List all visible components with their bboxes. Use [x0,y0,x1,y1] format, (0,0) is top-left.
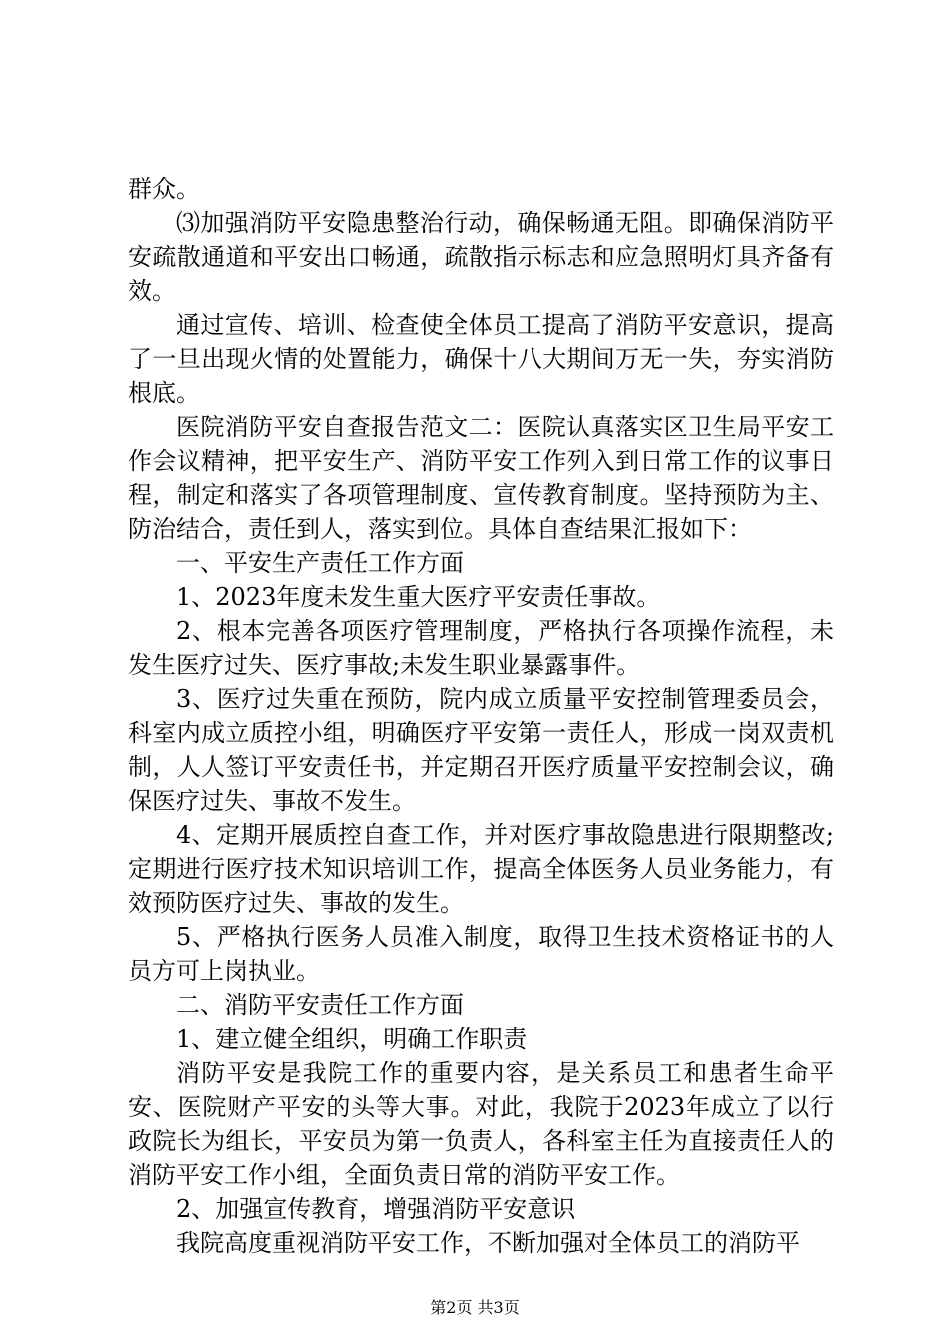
subsection-heading: 2、加强宣传教育，增强消防平安意识 [176,1195,576,1223]
paragraph: 群众。 [128,175,200,203]
paragraph: 我院高度重视消防平安工作，不断加强对全体员工的消防平 [176,1229,800,1257]
document-body [128,172,834,1260]
section-heading: 二、消防平安责任工作方面 [176,991,464,1019]
list-item: 5、严格执行医务人员准入制度，取得卫生技术资格证书的人员方可上岗执业。 [128,923,834,985]
paragraph: ⑶加强消防平安隐患整治行动，确保畅通无阻。即确保消防平安疏散通道和平安出口畅通，疏散指示标志和应急照明灯具齐备有效。 [128,209,834,305]
section-heading: 一、平安生产责任工作方面 [176,549,464,577]
subsection-heading: 1、建立健全组织，明确工作职责 [176,1025,528,1053]
page-footer: 第2页 共3页 [430,1298,520,1317]
list-item: 1、2023年度未发生重大医疗平安责任事故。 [176,583,661,611]
list-item: 3、医疗过失重在预防，院内成立质量平安控制管理委员会，科室内成立质控小组，明确医疗平安第一责任人，形成一岗双责机制，人人签订平安责任书，并定期召开医疗质量平安控制会议，确保医疗过失、事故不发生。 [128,685,834,815]
paragraph: 通过宣传、培训、检查使全体员工提高了消防平安意识，提高了一旦出现火情的处置能力，确保十八大期间万无一失，夯实消防根底。 [128,311,834,407]
paragraph: 医院消防平安自查报告范文二：医院认真落实区卫生局平安工作会议精神，把平安生产、消防平安工作列入到日常工作的议事日程，制定和落实了各项管理制度、宣传教育制度。坚持预防为主、防治结合，责任到人，落实到位。具体自查结果汇报如下： [128,413,834,543]
list-item: 2、根本完善各项医疗管理制度，严格执行各项操作流程，未发生医疗过失、医疗事故;未发生职业暴露事件。 [128,617,834,679]
list-item: 4、定期开展质控自查工作，并对医疗事故隐患进行限期整改;定期进行医疗技术知识培训工作，提高全体医务人员业务能力，有效预防医疗过失、事故的发生。 [128,821,834,917]
paragraph: 消防平安是我院工作的重要内容，是关系员工和患者生命平安、医院财产平安的头等大事。对此，我院于2023年成立了以行政院长为组长，平安员为第一负责人，各科室主任为直接责任人的消防平安工作小组，全面负责日常的消防平安工作。 [128,1059,834,1189]
